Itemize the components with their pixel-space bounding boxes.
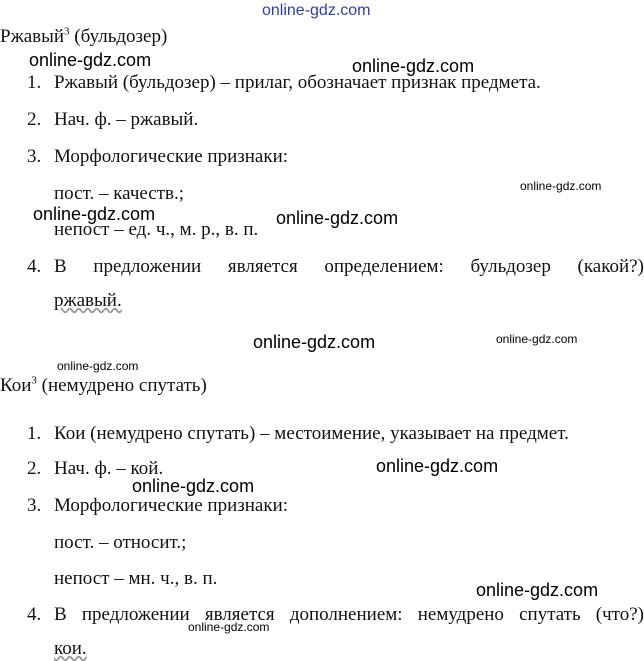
watermark: online-gdz.com (33, 204, 156, 224)
heading-sup: 3 (64, 25, 70, 38)
watermark: online-gdz.com (476, 580, 599, 600)
word: дополнением: (289, 604, 403, 625)
watermark: online-gdz.com (352, 56, 475, 76)
list-item: Ржавый (бульдозер) – прилаг, обозначает признак предмета. (54, 72, 541, 93)
heading-rest: (немудрено спутать) (36, 375, 207, 396)
word: (что?) (595, 604, 644, 625)
list-item: Морфологические признаки: (54, 146, 289, 167)
word: В (54, 604, 67, 625)
list-item-last-line: кои. (54, 638, 87, 659)
item-number: 2. (27, 458, 42, 479)
watermark: online-gdz.com (496, 332, 578, 346)
list-subitem: непост – мн. ч., в. п. (54, 568, 218, 589)
watermark: online-gdz.com (376, 456, 499, 476)
item-number: 1. (27, 72, 42, 93)
list-item-justified (54, 256, 644, 278)
list-item: Нач. ф. – кой. (54, 458, 164, 479)
item-number: 3. (27, 495, 42, 516)
heading-sup: 3 (31, 374, 37, 387)
item-number: 3. (27, 146, 42, 167)
watermark: online-gdz.com (253, 332, 376, 352)
list-item-justified (54, 604, 644, 626)
list-item: Кои (немудрено спутать) – местоимение, указывает на предмет. (54, 423, 569, 444)
heading-word: Ржавый (0, 26, 65, 47)
watermark: online-gdz.com (520, 179, 602, 193)
item-number: 1. (27, 423, 42, 444)
heading-word: Кои (0, 375, 32, 396)
word: является (204, 604, 275, 625)
word: спутать (519, 604, 581, 625)
item-number: 2. (27, 109, 42, 130)
heading-rest: (бульдозер) (69, 26, 168, 47)
list-item: Морфологические признаки: (54, 495, 289, 516)
watermark: online-gdz.com (276, 208, 399, 228)
item-number: 4. (27, 256, 42, 277)
watermark-top: online-gdz.com (262, 2, 371, 19)
section2-heading (0, 375, 207, 397)
list-subitem: непост – ед. ч., м. р., в. п. (54, 219, 259, 240)
word: предложении (93, 256, 202, 277)
item-number: 4. (27, 604, 42, 625)
list-item: Нач. ф. – ржавый. (54, 109, 199, 130)
watermark: online-gdz.com (57, 359, 139, 373)
list-subitem: пост. – относит.; (54, 532, 187, 553)
list-item-last-line: ржавый. (54, 290, 122, 311)
word: В (54, 256, 67, 277)
word: является (227, 256, 298, 277)
word: бульдозер (470, 256, 551, 277)
list-subitem: пост. – качеств.; (54, 183, 185, 204)
watermark: online-gdz.com (29, 50, 152, 70)
section1-heading (0, 26, 167, 48)
word: определением: (324, 256, 444, 277)
watermark: online-gdz.com (188, 620, 270, 634)
word: предложении (81, 604, 190, 625)
watermark: online-gdz.com (132, 476, 255, 496)
word: (какой?) (577, 256, 644, 277)
word: немудрено (417, 604, 504, 625)
